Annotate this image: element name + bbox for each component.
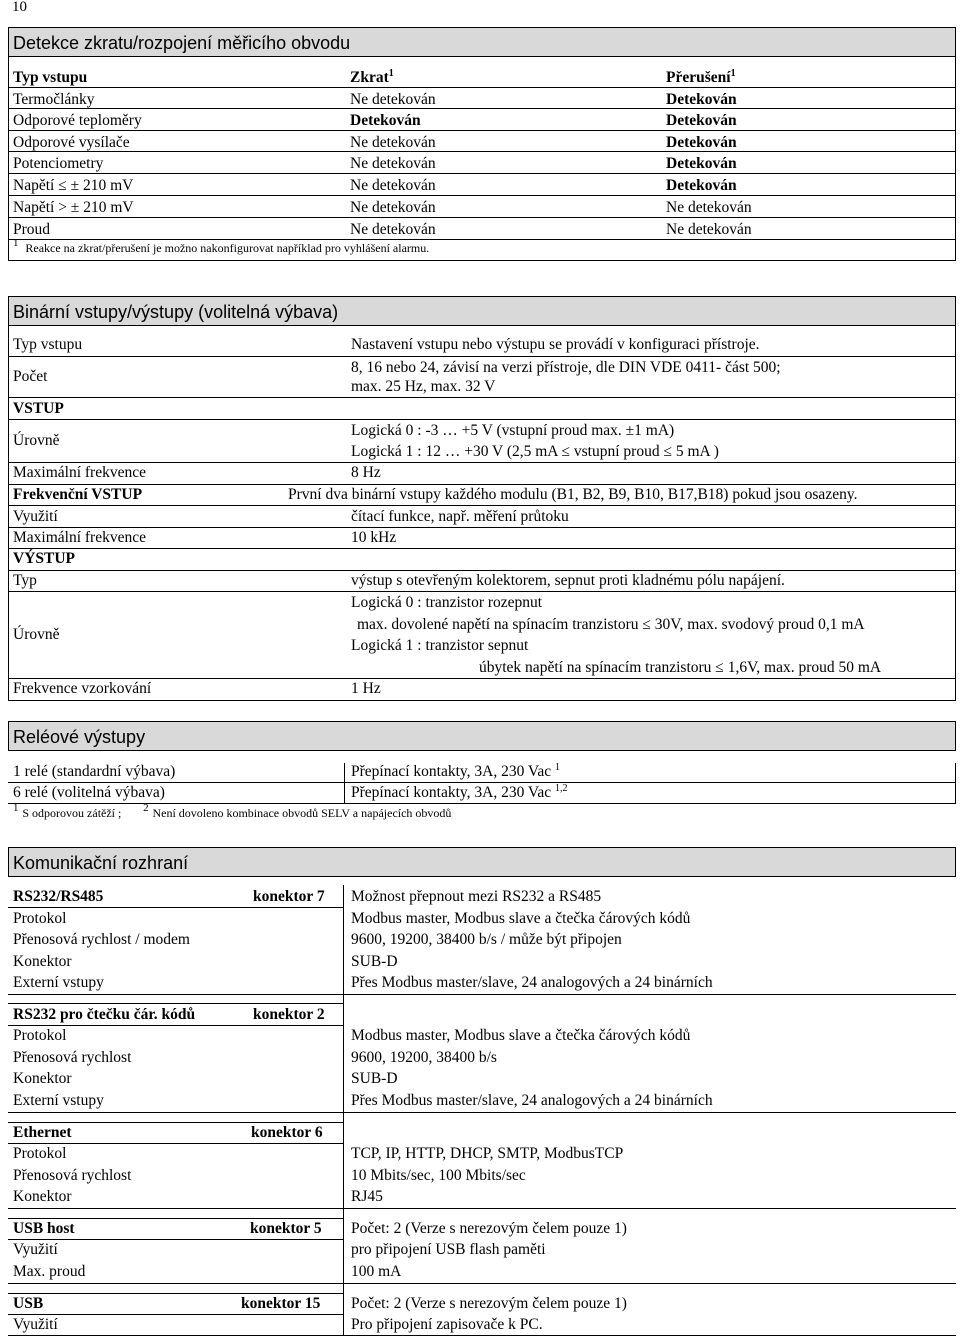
heading-freq-input: Frekvenční VSTUP xyxy=(13,486,143,503)
section-title-relay: Reléové výstupy xyxy=(8,721,956,751)
section-title-communication: Komunikační rozhraní xyxy=(8,847,956,877)
label-levels-2: Úrovně xyxy=(13,626,60,643)
group-rs232-barcode-head: RS232 pro čtečku čár. kódů xyxy=(13,1006,196,1023)
table-row: Termočlánky Ne detekován Detekován xyxy=(13,91,737,108)
relay-1-value: Přepínací kontakty, 3A, 230 Vac $^1$ xyxy=(351,761,561,780)
table-row: Odporové vysílače Ne detekován Detekován xyxy=(13,134,737,151)
header-break: Přerušení$^1$ xyxy=(666,67,736,86)
table-row: Napětí > ± 210 mV Ne detekován Ne detekován xyxy=(13,199,752,216)
label-usage: Využití xyxy=(13,508,58,525)
label-sampling: Frekvence vzorkování xyxy=(13,680,152,697)
footnote: $^1$ Reakce na zkrat/přerušení je možno nakonfigurovat například pro vyhlášení alarmu. xyxy=(13,236,430,255)
heading-output: VÝSTUP xyxy=(13,550,76,567)
relay-6-label: 6 relé (volitelná výbava) xyxy=(13,784,165,801)
label-max-freq-2: Maximální frekvence xyxy=(13,529,146,546)
relay-footnotes: $^1$ S odporovou zátěží ; $^2$ Není dovoleno kombinace obvodů SELV a napájecích obvodů xyxy=(13,801,452,820)
section-title-binary-io: Binární vstupy/výstupy (volitelná výbava) xyxy=(8,296,956,326)
group-ethernet-head: Ethernet xyxy=(13,1124,72,1141)
header-short: Zkrat$^1$ xyxy=(350,67,394,86)
group-usb-head: USB xyxy=(13,1295,44,1312)
label-count: Počet xyxy=(13,368,48,385)
relay-6-value: Přepínací kontakty, 3A, 230 Vac $^{1,2}$ xyxy=(351,782,568,801)
relay-1-label: 1 relé (standardní výbava) xyxy=(13,763,176,780)
label-levels: Úrovně xyxy=(13,432,60,449)
table-header-row xyxy=(8,66,956,87)
page-number: 10 xyxy=(12,0,27,15)
table-row: Odporové teploměry Detekován Detekován xyxy=(13,112,737,129)
label-type: Typ xyxy=(13,572,37,589)
heading-input: VSTUP xyxy=(13,400,64,417)
label-max-freq: Maximální frekvence xyxy=(13,464,146,481)
section-title-short-circuit: Detekce zkratu/rozpojení měřicího obvodu xyxy=(8,27,956,57)
table-row: Napětí ≤ ± 210 mV Ne detekován Detekován xyxy=(13,177,737,194)
label-input-type: Typ vstupu xyxy=(13,336,83,353)
header-input-type: Typ vstupu xyxy=(13,69,88,86)
table-row: Potenciometry Ne detekován Detekován xyxy=(13,155,737,172)
group-rs232-rs485-head: RS232/RS485 xyxy=(13,888,104,905)
value-input-type: Nastavení vstupu nebo výstupu se provádí v konfiguraci přístroje. xyxy=(351,336,760,353)
group-usb-host-head: USB host xyxy=(13,1220,75,1237)
table-row: Proud Ne detekován Ne detekován xyxy=(13,221,752,238)
